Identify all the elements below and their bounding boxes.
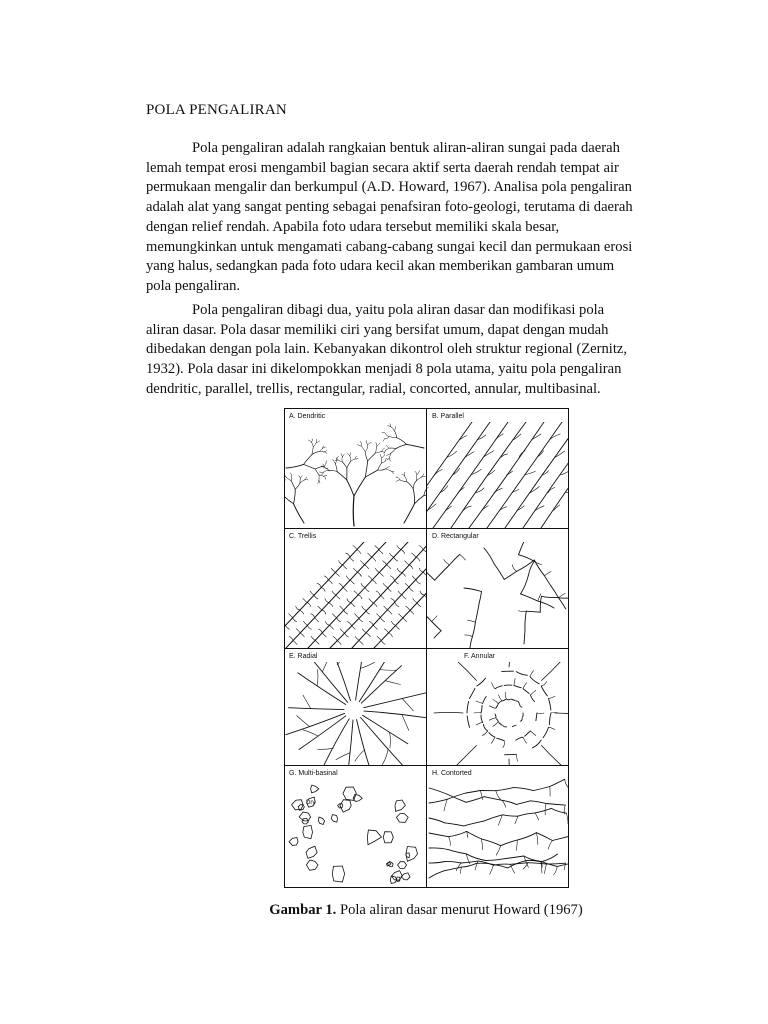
panel-annular-label: F. Annular [464, 653, 496, 660]
panel-trellis-label: C. Trellis [289, 533, 317, 540]
dry-label: Dry [306, 800, 316, 806]
paragraph-1-text: Pola pengaliran adalah rangkaian bentuk aliran-aliran sungai pada daerah lemah tempat erosi mengambil bagian secara aktif serta daerah rendah tempat air permukaan mengalir dan berkumpul (A.D. Howard, 1967). Analisa pola pengaliran adalah alat yang sangat penting sebagai penafsiran foto-geologi, terutama di daerah dengan relief rendah. Apabila foto udara tersebut memiliki skala besar, memungkinkan untuk mengamati cabang-cabang sungai kecil dan permukaan erosi yang halus, sedangkan pada foto udara kecil akan memberikan gambaran umum pola pengaliran. [146, 140, 633, 294]
drainage-pattern-figure [284, 408, 569, 888]
panel-rectangular-label: D. Rectangular [432, 533, 479, 540]
paragraph-2-text: Pola pengaliran dibagi dua, yaitu pola aliran dasar dan modifikasi pola aliran dasar. Pola dasar memiliki ciri yang bersifat umum, dapat dengan mudah dibedakan dengan pola lain. Kebanyakan dikontrol oleh struktur regional (Zernitz, 1932). Pola dasar ini dikelompokkan menjadi 8 pola utama, yaitu pola pengaliran dendritic, parallel, trellis, rectangular, radial, concorted, annular, multibasinal. [146, 302, 628, 397]
figure-caption-text: Pola aliran dasar menurut Howard (1967) [336, 902, 583, 918]
panel-multi-basinal-label: G. Multi-basinal [289, 770, 338, 777]
panel-parallel-label: B. Parallel [432, 413, 464, 420]
panel-contorted-label: H. Contorted [432, 770, 472, 777]
figure-caption-number: Gambar 1. [269, 902, 337, 918]
paragraph-1 [146, 139, 638, 297]
panel-radial-label: E. Radial [289, 653, 318, 660]
panel-dendritic-label: A. Dendritic [289, 413, 326, 420]
drainage-pattern-grid [284, 408, 569, 888]
paragraph-2 [146, 301, 638, 400]
figure-caption [0, 902, 768, 919]
section-heading: POLA PENGALIRAN [146, 102, 287, 118]
